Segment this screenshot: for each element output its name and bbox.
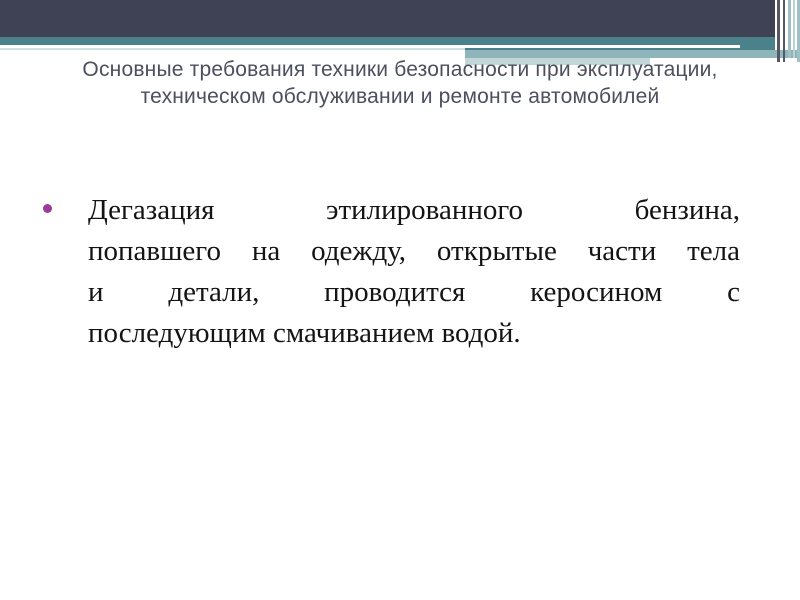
bullet-marker (43, 204, 52, 213)
header-bar (0, 0, 775, 37)
pinstripe (793, 0, 795, 58)
header-accent-line (0, 45, 740, 48)
bullet-text-line: и детали, проводится керосином с (88, 276, 740, 308)
pinstripe (788, 0, 791, 58)
slide-title-line-2: техническом обслуживании и ремонте автомобилей (140, 85, 660, 108)
bullet-text-line: последующим смачиванием водой. (88, 317, 521, 349)
slide-title-line-1: Основные требования техники безопасности при эксплуатации, (82, 58, 718, 81)
pinstripe (777, 0, 780, 62)
slide-title (60, 56, 740, 110)
pinstripe (783, 0, 785, 62)
bullet-text-line: Дегазация этилированного бензина, (88, 194, 740, 226)
bullet-text (88, 190, 740, 354)
teal-fade-strip (0, 48, 465, 50)
corner-pinstripes-decoration (775, 0, 800, 63)
bullet-text-line: попавшего на одежду, открытые части тела (88, 235, 740, 267)
